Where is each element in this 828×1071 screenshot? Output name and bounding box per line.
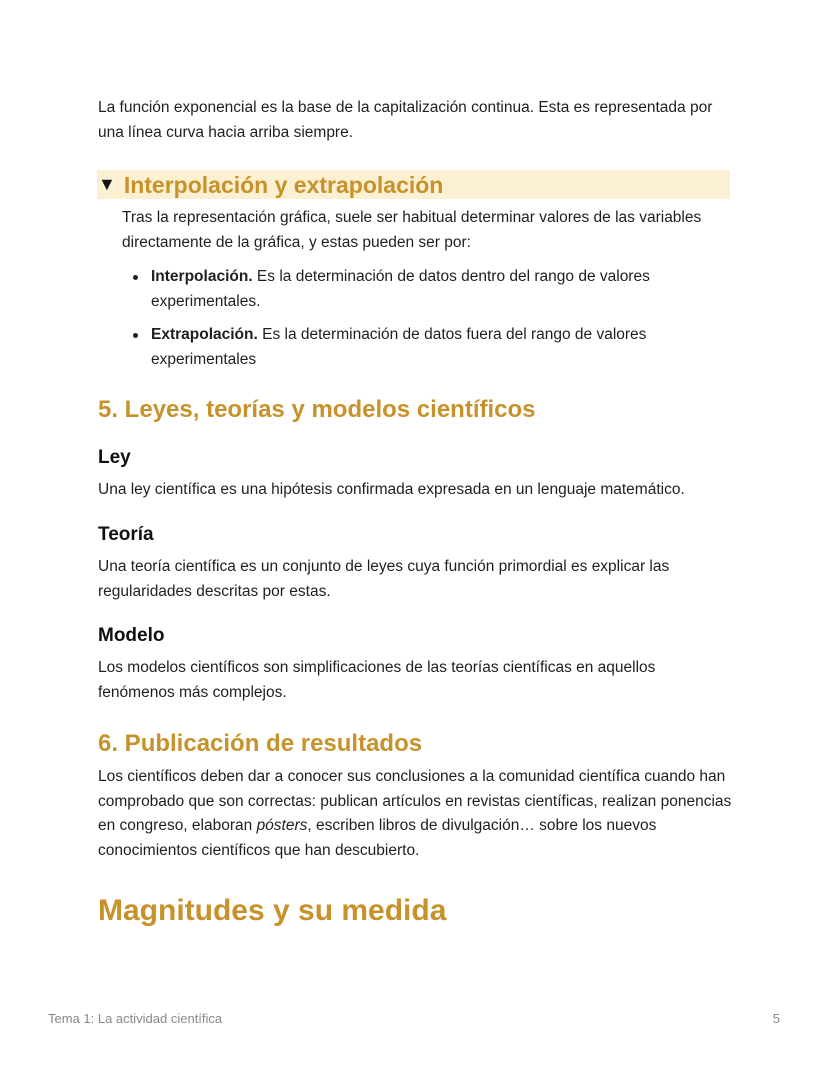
list-item [122, 265, 702, 314]
text: , escriben libros de divulgación… sobre los nuevos conocimientos científicos que han descubierto. [98, 817, 657, 859]
details-paragraph: Tras la representación gráfica, suele ser habitual determinar valores de las variables directamente de la gráfica, y estas pueden ser por: [122, 209, 702, 251]
ley-heading: Ley [98, 447, 131, 468]
item-term: Extrapolación. [151, 326, 258, 343]
teoria-paragraph: Una teoría científica es un conjunto de leyes cuya función primordial es explicar las regularidades descritas por estas. [98, 558, 670, 600]
emphasis: pósters [256, 817, 308, 834]
ley-paragraph: Una ley científica es una hipótesis confirmada expresada en un lenguaje matemático. [98, 481, 685, 498]
item-desc: Es la determinación de datos dentro del rango de valores experimentales. [151, 268, 650, 310]
details-list [122, 265, 702, 381]
section6-paragraph [98, 765, 733, 863]
item-term: Interpolación. [151, 268, 253, 285]
text: Los científicos deben dar a conocer sus conclusiones a la comunidad científica cuando han comprobado que son correctas: publican artículos en revistas científicas, realizan ponencias en congreso, elaboran [98, 768, 732, 834]
section5-heading: 5. Leyes, teorías y modelos científicos [98, 396, 536, 423]
teoria-heading: Teoría [98, 524, 154, 545]
section6-heading: 6. Publicación de resultados [98, 730, 423, 757]
list-item [122, 323, 702, 372]
modelo-paragraph: Los modelos científicos son simplificaciones de las teorías científicas en aquellos fenómenos más complejos. [98, 659, 656, 701]
summary-title: Interpolación y extrapolación [123, 171, 444, 198]
modelo-heading: Modelo [98, 625, 165, 646]
triangle-down-icon: ▼ [98, 174, 116, 194]
footer-title: Tema 1: La actividad científica [48, 1011, 223, 1026]
item-desc: Es la determinación de datos fuera del rango de valores experimentales [151, 326, 647, 368]
details-summary[interactable] [97, 170, 730, 199]
chapter-title: Magnitudes y su medida [98, 894, 447, 927]
intro-paragraph: La función exponencial es la base de la capitalización continua. Esta es representada por una línea curva hacia arriba siempre. [98, 99, 713, 141]
page-number: 5 [772, 1011, 780, 1026]
